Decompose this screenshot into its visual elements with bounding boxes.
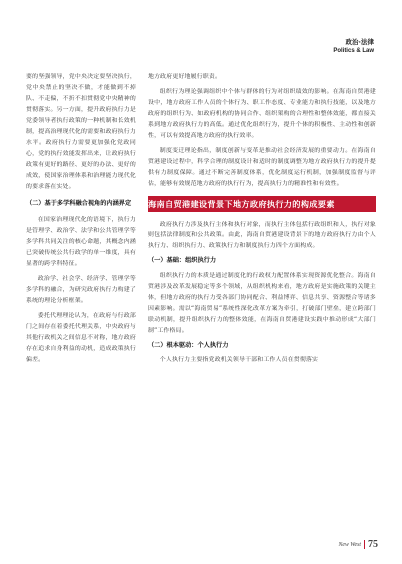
section-banner: 海南自贸港建设背景下地方政府执行力的构成要素 (148, 196, 376, 212)
right-column (148, 72, 376, 534)
paragraph: 在国家治理现代化的语境下，执行力是管理学、政治学、法学和公共管理学等多学科共同关注的核心命题，其概念内涵已突破传统公共行政学的单一维度，具有显著的跨学科特征。 (26, 217, 136, 268)
subheading-multidisciplinary: （二）基于多学科融合视角的内涵界定 (26, 200, 132, 208)
subheading-organizational: （一）基础：组织执行力 (148, 257, 217, 265)
page-footer (339, 539, 379, 550)
paragraph: 要的坚强领导，党中央决定要坚决执行，党中央禁止的坚决不做，才能做到不掉队、不走偏，不折不扣贯彻党中央精神的贯彻落实。另一方面，提升政府执行力是党委领导者执行政策的一种机制和长效机制，提高治理现代化的需要和政府执行力水平。政府执行力需要更加强化党政同心，党的执行效能发挥出来，让政府执行政策有更好的路径、更好的办法、更好的成效，使国家治理体系和治理能力现代化的要求落在实处。 (26, 74, 136, 190)
magazine-name: New West (338, 541, 361, 548)
paragraph: 制度变迁理论指出，制度创新与变革是推动社会经济发展的重要动力。在海南自贸港建设过程中，科学合理的制度设计和适时的制度调整为地方政府执行力的提升提供有力制度保障。通过不断完善制度体系，优化制度运行机制，加强制度监督与评估，能够有效规范地方政府的执行行为，提高执行力的精准性和有效性。 (148, 147, 376, 187)
paragraph: 组织执行力的本质是通过制度化的行政权力配置体系实现资源优化整合。海南自贸港涉及改革发展稳定等多个领域，从组织机构来看，地方政府是实施政策的关键主体，但地方政府的执行力受各部门协同配合、利益博弈、信息共享、资源整合等诸多因素影响。需以“海南贸易”系统性深化改革方案为牵引，打破部门壁垒，建立跨部门联动机制，提升组织执行力的整体效能，在海南自贸港建设实践中推动形成“大部门制”工作格局。 (148, 272, 376, 334)
section-title-cn: 政治·法律 (345, 38, 374, 46)
paragraph: 地方政府更好地履行职责。 (148, 74, 222, 80)
paragraph: 个人执行力主要指党政机关领导干部和工作人员在贯彻落实 (159, 357, 319, 364)
left-column (26, 72, 136, 534)
footer-divider (364, 540, 365, 549)
page-number: 75 (368, 539, 378, 550)
section-title-en: Politics & Law (333, 48, 374, 54)
subheading-individual: （二）根本驱动：个人执行力 (148, 341, 229, 349)
paragraph: 政府执行力涉及执行主体和执行对象，而执行主体包括行政组织和人，执行对象则包括法律制度和公共政策。由此，海南自贸港建设背景下的地方政府执行力由个人执行力、组织执行力、政策执行力和制度执行力四个方面构成。 (148, 221, 376, 250)
paragraph: 政治学、社会学、经济学、管理学等多学科的融合，为研究政府执行力构建了系统的理论分析框架。 (26, 276, 136, 305)
running-header (333, 38, 374, 56)
paragraph: 组织行为理论强调组织中个体与群体的行为对组织绩效的影响。在海南自贸港建设中，地方政府工作人员的个体行为、职工作态度、专业能力和执行技能，以及地方政府的组织行为、如政府机构的协同合作、组织架构的合理性和整体效能，都直接关系到地方政府执行力的高低。通过优化组织行为，提升个体的积极性、主动性和创新性，可以有效提高地方政府的执行效率。 (148, 88, 376, 139)
paragraph: 委托代理理论认为，在政府与行政部门之间存在着委托代理关系，中央政府与其他行政机关之间信息不对称，地方政府存在追求自身利益的动机，造成政策执行偏差。 (26, 313, 136, 363)
